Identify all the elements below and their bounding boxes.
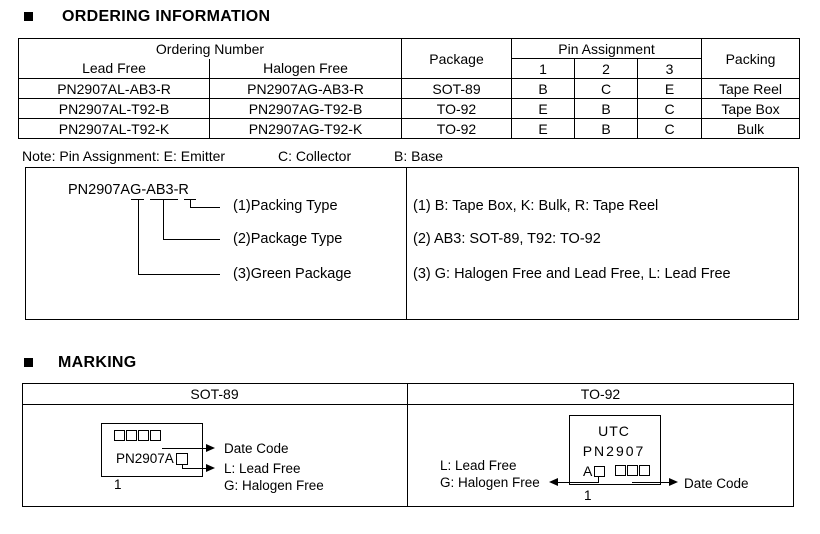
label-packing-type: (1)Packing Type [233,198,338,214]
lead-free-cell: PN2907AL-AB3-R [19,79,210,99]
section-bullet [24,12,33,21]
pin1-cell: E [512,119,575,139]
table-row [19,99,800,119]
sot89-date-code-boxes [114,430,162,441]
halogen-free-cell: PN2907AG-T92-K [210,119,402,139]
connector-package-v [163,199,164,239]
pin2-cell: C [575,79,638,99]
sot89-lead-free: L: Lead Free [224,461,301,476]
packing-cell: Bulk [702,119,800,139]
note-collector: C: Collector [278,148,352,164]
connector-packing-v [190,199,191,207]
desc-package-type: (2) AB3: SOT-89, T92: TO-92 [413,231,601,247]
to92-brand: UTC [598,423,630,439]
section-bullet [24,358,33,367]
package-cell: SOT-89 [402,79,512,99]
pin1-header: 1 [512,59,575,79]
halogen-free-header: Halogen Free [210,59,402,79]
pin1-cell: E [512,99,575,119]
sot89-pin1: 1 [114,477,122,492]
connector-packing-h [190,207,220,208]
ordering-table [18,38,800,139]
to92-date-code: Date Code [684,476,749,491]
halogen-free-cell: PN2907AG-T92-B [210,99,402,119]
package-cell: TO-92 [402,99,512,119]
label-package-type: (2)Package Type [233,231,343,247]
table-row [19,119,800,139]
underline-package [150,199,178,200]
packing-cell: Tape Reel [702,79,800,99]
to92-green-line-h [557,482,599,483]
pin3-header: 3 [638,59,702,79]
ordering-title: ORDERING INFORMATION [62,8,271,25]
lead-free-header: Lead Free [19,59,210,79]
connector-green-v [138,199,139,274]
sot89-date-code: Date Code [224,441,289,456]
sot89-green-box [176,453,188,465]
sot89-green-line-h [182,468,206,469]
sot89-date-arrow [206,444,215,452]
pin3-cell: E [638,79,702,99]
sot89-header: SOT-89 [190,386,239,402]
to92-part: PN2907 [582,443,646,459]
connector-package-h [163,239,220,240]
pin2-cell: B [575,119,638,139]
table-header-row [19,39,800,59]
to92-halogen-free: G: Halogen Free [440,475,540,490]
halogen-free-cell: PN2907AG-AB3-R [210,79,402,99]
note-base: B: Base [394,148,444,164]
to92-date-code-boxes [615,465,651,476]
to92-header: TO-92 [580,386,621,402]
lead-free-cell: PN2907AL-T92-K [19,119,210,139]
pin2-cell: B [575,99,638,119]
lead-free-cell: PN2907AL-T92-B [19,99,210,119]
sot89-part-mark: PN2907A [116,451,174,466]
to92-date-arrow [669,478,678,486]
marking-title: MARKING [58,354,137,371]
pin2-header: 2 [575,59,638,79]
table-row [19,79,800,99]
sot89-halogen-free: G: Halogen Free [224,478,324,493]
packing-header: Packing [702,39,800,79]
to92-pin1: 1 [584,488,592,503]
decode-divider [406,167,407,319]
packing-cell: Tape Box [702,99,800,119]
package-header: Package [402,39,512,79]
note-prefix: Note: Pin Assignment: E: Emitter [22,148,226,164]
pin3-cell: C [638,119,702,139]
to92-a-prefix: A [583,463,593,479]
part-number: PN2907AG-AB3-R [68,182,189,198]
to92-green-arrow [549,478,558,486]
ordering-number-header: Ordering Number [19,39,402,59]
sot89-date-line [162,448,206,449]
to92-green-box [594,466,605,477]
sot89-green-arrow [206,464,215,472]
desc-green-package: (3) G: Halogen Free and Lead Free, L: Lead Free [413,266,731,282]
connector-green-h [138,274,220,275]
package-cell: TO-92 [402,119,512,139]
pin3-cell: C [638,99,702,119]
pin-assignment-header: Pin Assignment [512,39,702,59]
label-green-package: (3)Green Package [233,266,352,282]
to92-lead-free: L: Lead Free [440,458,517,473]
desc-packing-type: (1) B: Tape Box, K: Bulk, R: Tape Reel [413,198,659,214]
pin1-cell: B [512,79,575,99]
to92-date-line [632,482,669,483]
